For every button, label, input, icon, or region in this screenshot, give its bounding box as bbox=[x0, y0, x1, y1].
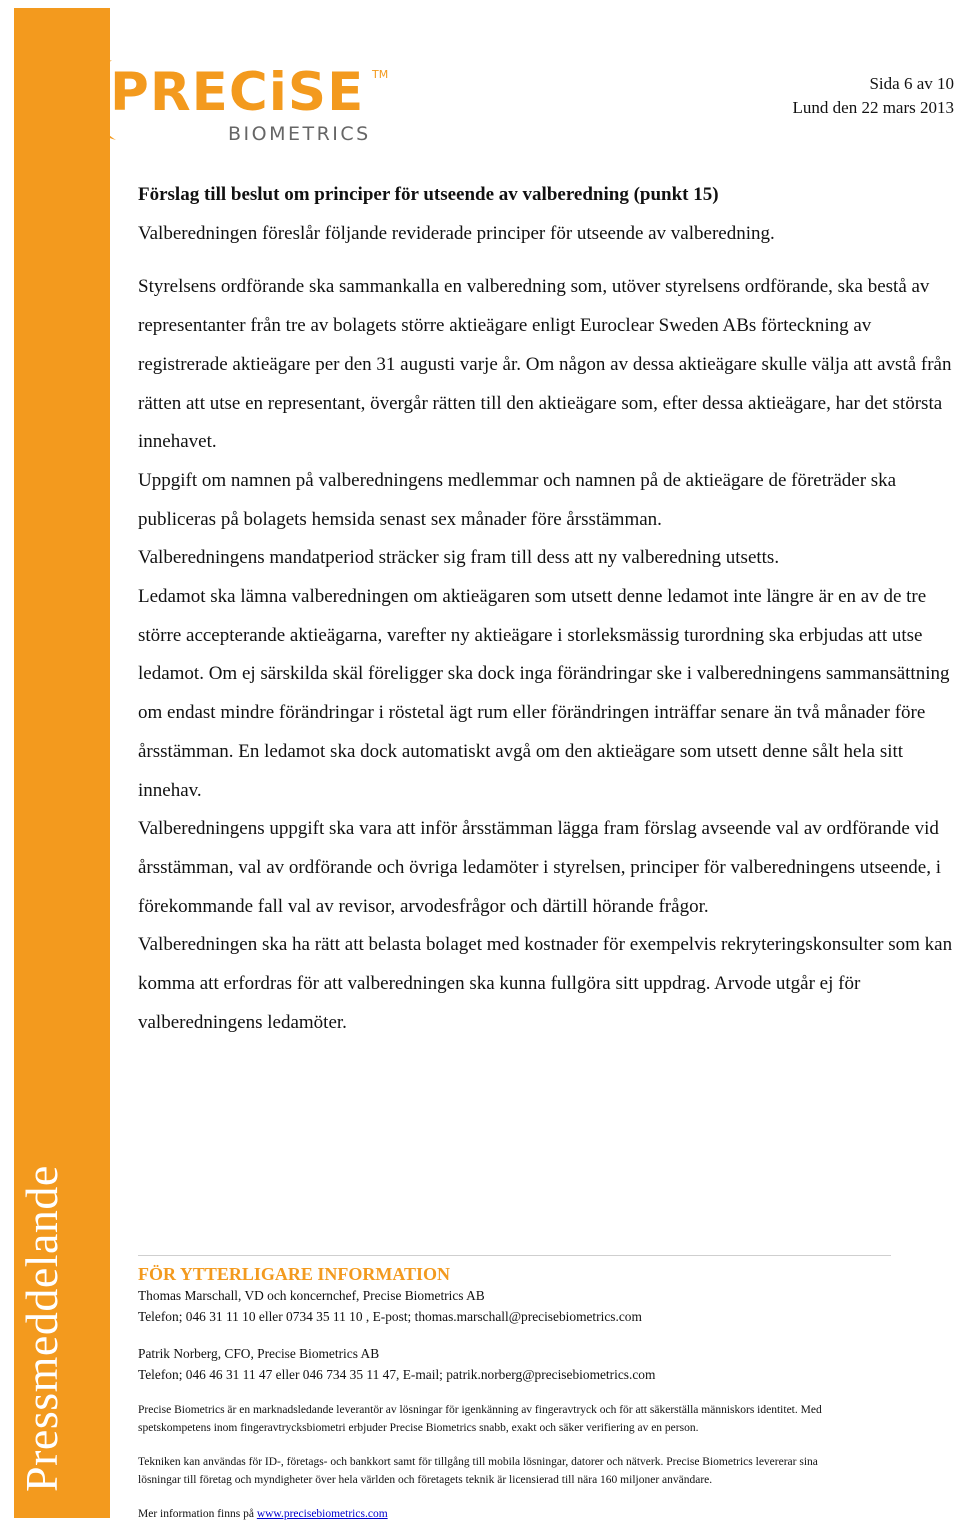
paragraph-tasks: Valberedningens uppgift ska vara att inför årsstämman lägga fram förslag avseende val av ordförande vid årsstämman, val av ordförande och övriga ledamöter i styrelsen, principer för valberedningens utseende, i förekommande fall val av revisor, arvodesfrågor och därtill hörande frågor. bbox=[138, 818, 941, 917]
contact-2-phone: Telefon; 046 46 31 11 47 eller 046 734 35 11 47, E-mail; patrik.norberg@precisebiometrics.com bbox=[138, 1367, 656, 1382]
footer-divider bbox=[138, 1255, 891, 1257]
paragraph-composition: Styrelsens ordförande ska sammankalla en valberedning som, utöver styrelsens ordförande, ska bestå av representanter från tre av bolagets större aktieägare enligt Euroclear Sweden ABs förteckning av registrerade aktieägare per den 31 augusti varje år. Om någon av dessa aktieägare skulle välja att avstå från rätten att utse en representant, övergår rätten till den aktieägare som, efter dessa aktieägare, har det största innehavet. bbox=[138, 276, 952, 453]
paragraph-publication: Uppgift om namnen på valberedningens medlemmar och namnen på de aktieägare de företräder ska publiceras på bolagets hemsida senast sex månader före årsstämman. bbox=[138, 469, 897, 530]
about-text-2-line-1: Tekniken kan användas för ID-, företags- och bankkort samt för tillgång till mobila lösningar, datorer och nätverk. Precise Biometrics levererar sina bbox=[138, 1456, 818, 1468]
company-logo bbox=[72, 58, 392, 148]
logo-subtitle: BIOMETRICS bbox=[228, 123, 371, 145]
document-body bbox=[138, 176, 958, 1042]
contact-1-name: Thomas Marschall, VD och koncernchef, Precise Biometrics AB bbox=[138, 1288, 485, 1303]
paragraph-mandate: Valberedningens mandatperiod sträcker sig fram till dess att ny valberedning utsetts. bbox=[138, 547, 780, 569]
footer bbox=[138, 1263, 928, 1523]
page-date: Lund den 22 mars 2013 bbox=[792, 98, 954, 117]
more-info bbox=[138, 1505, 928, 1523]
website-link[interactable]: www.precisebiometrics.com bbox=[256, 1508, 388, 1520]
logo-trademark: TM bbox=[372, 68, 389, 81]
paragraph-member-change: Ledamot ska lämna valberedningen om aktieägaren som utsett denne ledamot inte längre är en av de tre större accepterande aktieägarna, varefter ny aktieägare i storleksmässig turordning ska erbjudas att utse ledamot. Om ej särskilda skäl föreligger ska dock inga förändringar ske i valberedningens sammansättning om endast mindre förändringar i röstetal ägt rum eller förändringen inträffar senare än två månader före årsstämman. En ledamot ska dock automatiskt avgå om den aktieägare som utsett denne sålt hela sitt innehav. bbox=[138, 586, 950, 801]
page-info bbox=[793, 72, 954, 120]
logo-wordmark: PRECiSE bbox=[110, 62, 365, 123]
more-info-label: Mer information finns på bbox=[138, 1508, 254, 1520]
footer-heading: FÖR YTTERLIGARE INFORMATION bbox=[138, 1264, 451, 1284]
side-banner-label: Pressmeddelande bbox=[16, 1165, 67, 1492]
section-heading: Förslag till beslut om principer för utseende av valberedning (punkt 15) bbox=[138, 184, 719, 205]
about-text-1-line-1: Precise Biometrics är en marknadsledande leverantör av lösningar för igenkänning av fingeravtryck och för att säkerställa människors identitet. Med bbox=[138, 1404, 822, 1416]
paragraph-intro: Valberedningen föreslår följande reviderade principer för utseende av valberedning. bbox=[138, 222, 775, 244]
contact-2-name: Patrik Norberg, CFO, Precise Biometrics AB bbox=[138, 1346, 380, 1361]
about-text-1-line-2: spetskompetens inom fingeravtrycksbiometri erbjuder Precise Biometrics snabb, exakt och säker verifiering av en person. bbox=[138, 1422, 699, 1434]
about-text-2-line-2: lösningar till företag och myndigheter över hela världen och företagets teknik är licensierad till nära 160 miljoner användare. bbox=[138, 1474, 713, 1486]
page-number: Sida 6 av 10 bbox=[869, 74, 954, 93]
paragraph-costs: Valberedningen ska ha rätt att belasta bolaget med kostnader för exempelvis rekryteringskonsulter som kan komma att erfordras för att valberedningen ska kunna fullgöra sitt uppdrag. Arvode utgår ej för valberedningens ledamöter. bbox=[138, 934, 953, 1033]
contact-1-phone: Telefon; 046 31 11 10 eller 0734 35 11 10 , E-post; thomas.marschall@precisebiometrics.com bbox=[138, 1309, 642, 1324]
